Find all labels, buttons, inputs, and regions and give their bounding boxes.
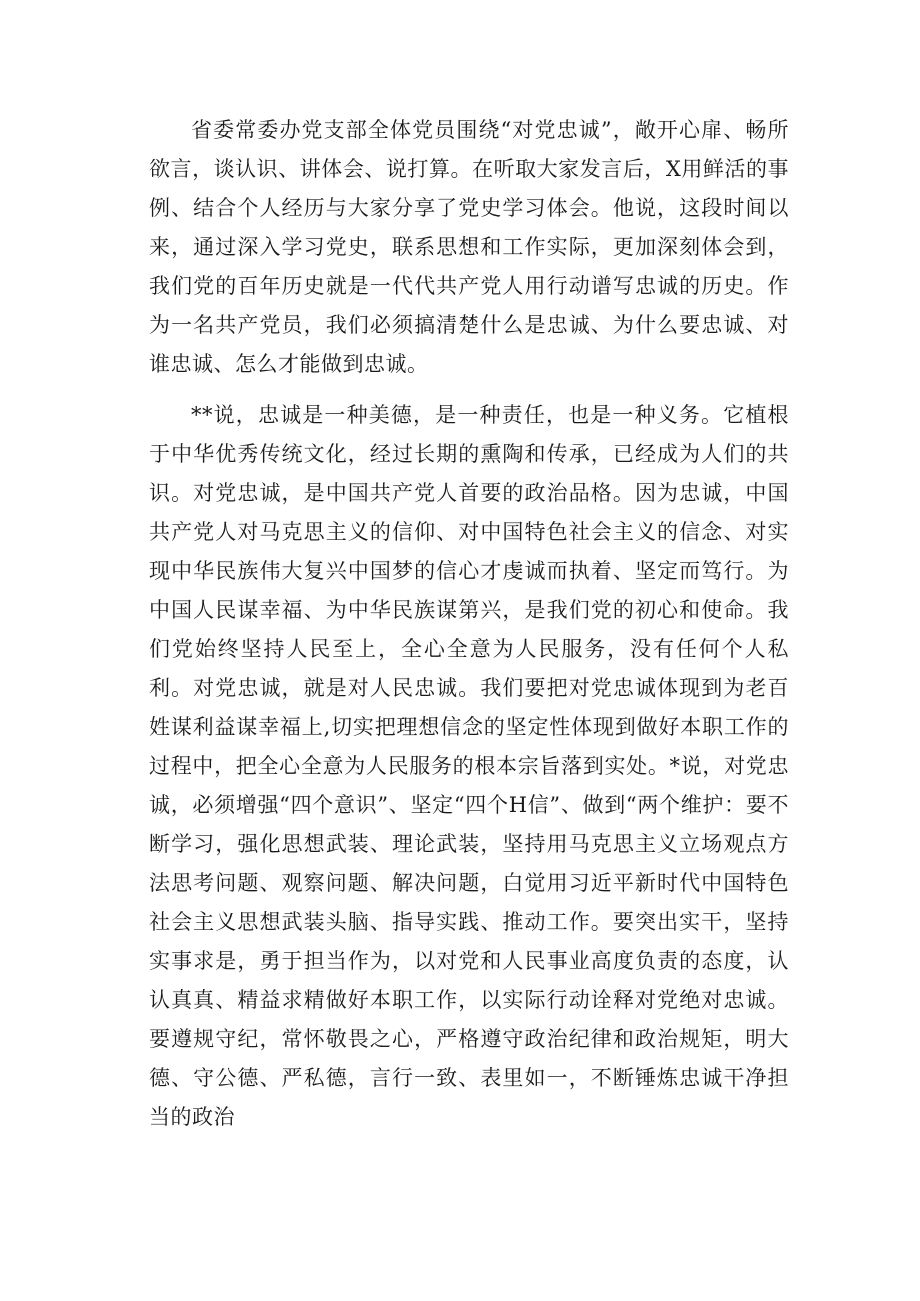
document-body [149, 111, 789, 1137]
paragraph-1: 省委常委办党支部全体党员围绕“对党忠诚”，敞开心扉、畅所欲言，谈认识、讲体会、说打算。在听取大家发言后，X用鲜活的事例、结合个人经历与大家分享了党史学习体会。他说，这段时间以来，通过深入学习党史，联系思想和工作实际，更加深刻体会到，我们党的百年历史就是一代代共产党人用行动谱写忠诚的历史。作为一名共产党员，我们必须搞清楚什么是忠诚、为什么要忠诚、对谁忠诚、怎么才能做到忠诚。 [149, 118, 789, 376]
paragraph-2: **说，忠诚是一种美德，是一种责任，也是一种义务。它植根于中华优秀传统文化，经过长期的熏陶和传承，已经成为人们的共识。对党忠诚，是中国共产党人首要的政治品格。因为忠诚，中国共产党人对马克思主义的信仰、对中国特色社会主义的信念、对实现中华民族伟大复兴中国梦的信心才虔诚而执着、坚定而笃行。为中国人民谋幸福、为中华民族谋第兴，是我们党的初心和使命。我们党始终坚持人民至上，全心全意为人民服务，没有任何个人私利。对党忠诚，就是对人民忠诚。我们要把对党忠诚体现到为老百姓谋利益谋幸福上,切实把理想信念的坚定性体现到做好本职工作的过程中，把全心全意为人民服务的根本宗旨落到实处。*说，对党忠诚，必须增强“四个意识”、坚定“四个H信”、做到“两个维护：要不断学习，强化思想武装、理论武装，坚持用马克思主义立场观点方法思考问题、观察问题、解决问题，白觉用习近平新时代中国特色社会主义思想武装头脑、指导实践、推动工作。要突出实干，坚持实事求是，勇于担当作为，以对党和人民事业高度负责的态度，认认真真、精益求精做好本职工作，以实际行动诠释对党绝对忠诚。要遵规守纪，常怀敬畏之心，严格遵守政治纪律和政治规矩，明大德、守公德、严私德，言行一致、表里如一，不断锤炼忠诚干净担当的政治 [149, 403, 789, 1129]
